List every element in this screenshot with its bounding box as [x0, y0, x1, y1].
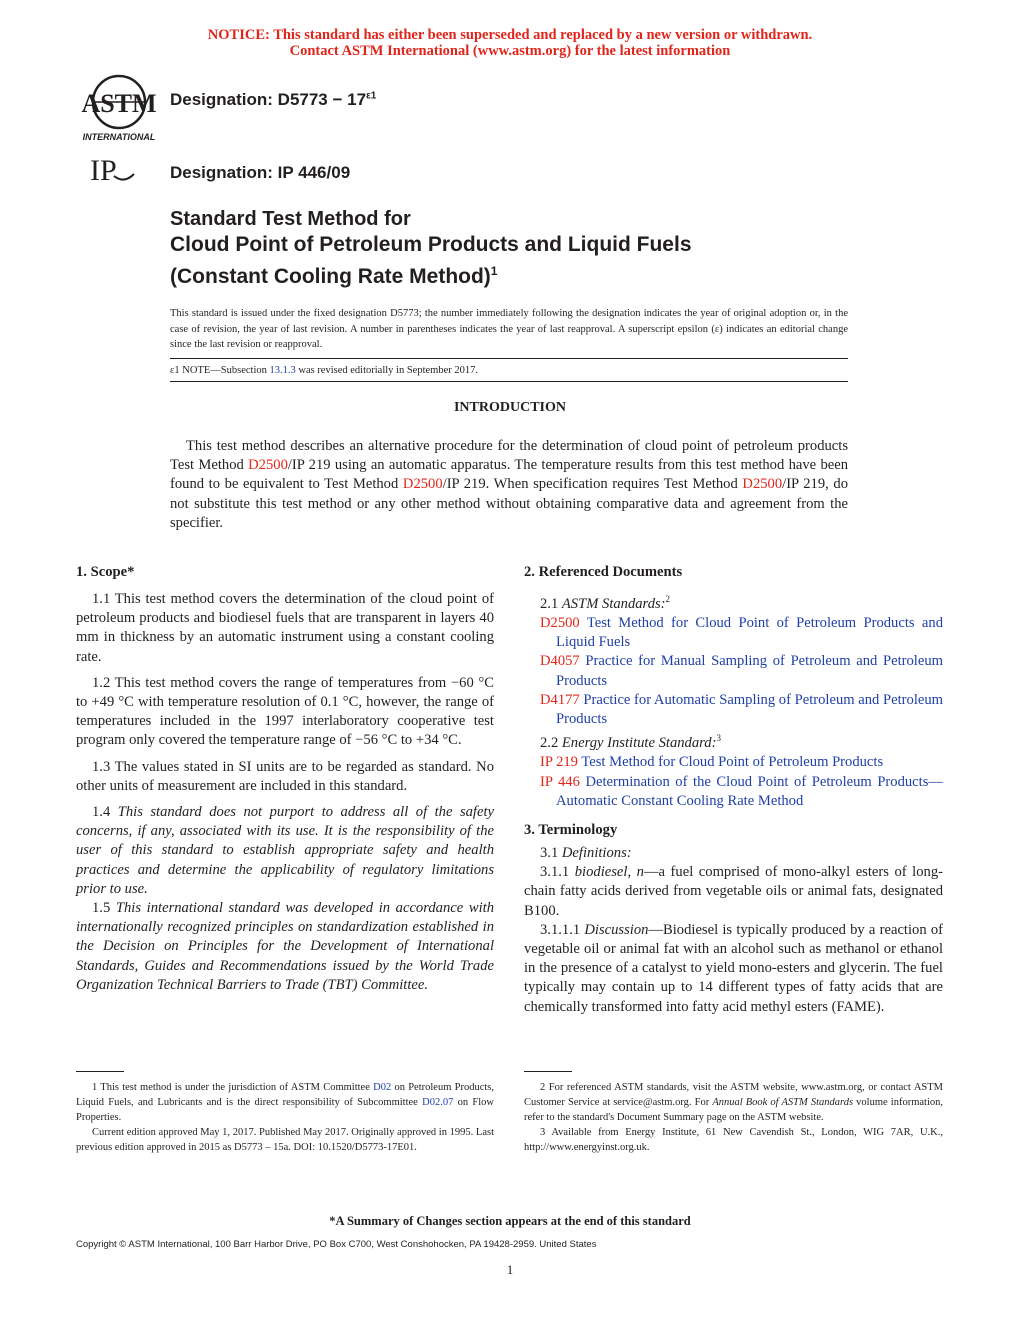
subcommittee-link[interactable]: D02.07 — [422, 1097, 454, 1108]
scope-heading: 1. Scope* — [76, 564, 135, 580]
scope-section — [76, 564, 494, 995]
issuance-statement: This standard is issued under the fixed designation D5773; the number immediately following the designation indicates the year of original adoption or, in the case of revision, the year of last revision. A number in parentheses indicates the year of last reapproval. A superscript epsilon (ε) indicates an editorial change since the last revision or reapproval. — [170, 308, 848, 350]
astm-standards-label: 2.1 ASTM Standards:$^2$ — [540, 594, 671, 612]
enote-link[interactable]: 13.1.3 — [269, 365, 296, 376]
divider — [170, 358, 848, 359]
reference-code[interactable]: D4057 — [540, 653, 580, 670]
reference-item[interactable] — [540, 691, 943, 729]
introduction-heading: INTRODUCTION — [453, 400, 566, 415]
footnotes-left — [76, 1080, 494, 1155]
terminology-heading: 3. Terminology — [524, 822, 618, 838]
link-d2500[interactable]: D2500 — [402, 476, 443, 493]
reference-code[interactable]: D4177 — [540, 691, 580, 708]
title-line-2: Cloud Point of Petroleum Products and Liquid Fuels — [170, 233, 692, 256]
astm-logo-text: ASTM — [81, 89, 157, 118]
footnote-2: 2 For referenced ASTM standards, visit the ASTM website, www.astm.org, or contact ASTM Customer Service at service@astm.org. For Annual Book of ASTM Standards volume information, refer to the standard's Document Summary page on the ASTM website. — [524, 1082, 943, 1123]
scope-para-1-3: 1.3 The values stated in SI units are to be regarded as standard. No other units of measurement are included in this standard. — [76, 758, 494, 794]
discussion-biodiesel: 3.1.1.1 Discussion—Biodiesel is typically produced by a reaction of vegetable oil or animal fat with an alcohol such as methanol or ethanol in the presence of a catalyst to yield mono-esters and glycerin. The fuel typically may contain up to 14 different types of fatty acids that are chemically transformed into fatty acid methyl esters (FAME). — [524, 921, 944, 1015]
summary-note: *A Summary of Changes section appears at the end of this standard — [329, 1214, 691, 1228]
link-d2500[interactable]: D2500 — [742, 476, 783, 493]
reference-title[interactable]: Practice for Manual Sampling of Petroleum and Petroleum Products — [556, 653, 943, 689]
energy-institute-label: 2.2 Energy Institute Standard:$^3$ — [540, 733, 721, 752]
referenced-documents-section — [524, 564, 943, 811]
scope-para-1-5: 1.5 This international standard was developed in accordance with internationally recognized principles on standardization established in the Decision on Principles for the Development of International Standards, Guides and Recommendations issued by the World Trade Organization Technical Barriers to Trade (TBT) Committee. — [76, 900, 495, 993]
scope-para-1-2: 1.2 This test method covers the range of temperatures from −60 °C to +49 °C with temperature resolution of 0.1 °C, however, the range of temperatures included in the 1997 interlaboratory cooperative test program only covered the temperature range of −56 °C to +34 °C. — [76, 674, 494, 749]
page-number: 1 — [506, 1262, 514, 1277]
reference-code[interactable]: D2500 — [540, 615, 580, 632]
footnotes-right — [524, 1080, 943, 1155]
title-line-3: (Constant Cooling Rate Method)$^1$ — [170, 264, 498, 288]
astm-logo-subtext: INTERNATIONAL — [82, 132, 156, 142]
title-line-1: Standard Test Method for — [170, 208, 411, 230]
reference-title[interactable]: Test Method for Cloud Point of Petroleum Products and Liquid Fuels — [556, 615, 943, 651]
ip-logo — [80, 152, 140, 188]
terminology-section — [524, 822, 943, 1017]
footnote-rule — [524, 1071, 572, 1072]
reference-item[interactable] — [540, 773, 943, 811]
notice-line-2: Contact ASTM International (www.astm.org) for the latest information — [289, 43, 731, 59]
reference-title[interactable]: Practice for Automatic Sampling of Petroleum and Petroleum Products — [556, 691, 943, 728]
link-d2500[interactable]: D2500 — [248, 457, 288, 474]
scope-para-1-4: 1.4 This standard does not purport to address all of the safety concerns, if any, associated with its use. It is the responsibility of the user of this standard to establish appropriate safety and health practices and determine the applicability of regulatory limitations prior to use. — [76, 804, 494, 897]
reference-title[interactable]: Determination of the Cloud Point of Petroleum Products—Automatic Constant Cooling Rate Method — [556, 773, 943, 809]
definition-biodiesel: 3.1.1 biodiesel, n—a fuel comprised of mono-alkyl esters of long-chain fatty acids derived from vegetable oils or animal fats, designated B100. — [524, 864, 943, 919]
reference-item[interactable] — [540, 614, 943, 652]
footnote-1-edition: Current edition approved May 1, 2017. Published May 2017. Originally approved in 1995. Last previous edition approved in 2015 as D5773 – 15a. DOI: 10.1520/D5773-17E01. — [76, 1127, 494, 1153]
astm-logo — [76, 72, 162, 144]
editorial-note: ε1 NOTE—Subsection 13.1.3 was revised editorially in September 2017. — [170, 365, 478, 376]
reference-code[interactable]: IP 446 — [540, 773, 580, 790]
notice-line-1: NOTICE: This standard has either been superseded and replaced by a new version or withdrawn. — [207, 27, 813, 43]
reference-item[interactable] — [540, 652, 943, 690]
introduction-text: This test method describes an alternative procedure for the determination of cloud point of petroleum products Test Method D2500/IP 219 using an automatic apparatus. The temperature results from this test method have been found to be equivalent to Test Method D2500/IP 219. When specification requires Test Method D2500/IP 219, do not substitute this test method or any other method without obtaining comparative data and agreement from the specifier. — [170, 438, 849, 531]
astm-designation: Designation: $D5773 - 17^{\varepsilon 1}$ — [170, 90, 377, 109]
reference-code[interactable]: IP 219 — [540, 754, 578, 771]
footnote-3: 3 Available from Energy Institute, 61 New Cavendish St., London, WIG 7AR, U.K., http://www.energyinst.org.uk. — [524, 1127, 943, 1153]
astm-logo-mark — [76, 72, 162, 144]
ip-designation: Designation: IP 446/09 — [170, 163, 351, 182]
copyright: Copyright © ASTM International, 100 Barr Harbor Drive, PO Box C700, West Conshohocken, PA 19428-2959. United States — [76, 1239, 597, 1250]
committee-link[interactable]: D02 — [373, 1082, 392, 1093]
divider — [170, 381, 848, 382]
scope-para-1-1: 1.1 This test method covers the determination of the cloud point of petroleum products and biodiesel fuels that are transparent in layers 40 mm in thickness by an automatic instrument using a constant cooling rate. — [76, 591, 494, 665]
reference-item[interactable] — [540, 753, 943, 772]
footnote-1: 1 This test method is under the jurisdiction of ASTM Committee D02 on Petroleum Products, Liquid Fuels, and Lubricants and is the direct responsibility of Subcommittee D02.07 on Flow Properties. — [76, 1082, 494, 1123]
footnote-rule — [76, 1071, 124, 1072]
referenced-documents-heading: 2. Referenced Documents — [524, 564, 683, 580]
ip-logo-mark — [80, 152, 140, 188]
ip-logo-text: IP — [90, 154, 117, 187]
reference-title[interactable]: Test Method for Cloud Point of Petroleum Products — [577, 754, 884, 771]
definitions-label: 3.1 Definitions: — [540, 845, 632, 861]
